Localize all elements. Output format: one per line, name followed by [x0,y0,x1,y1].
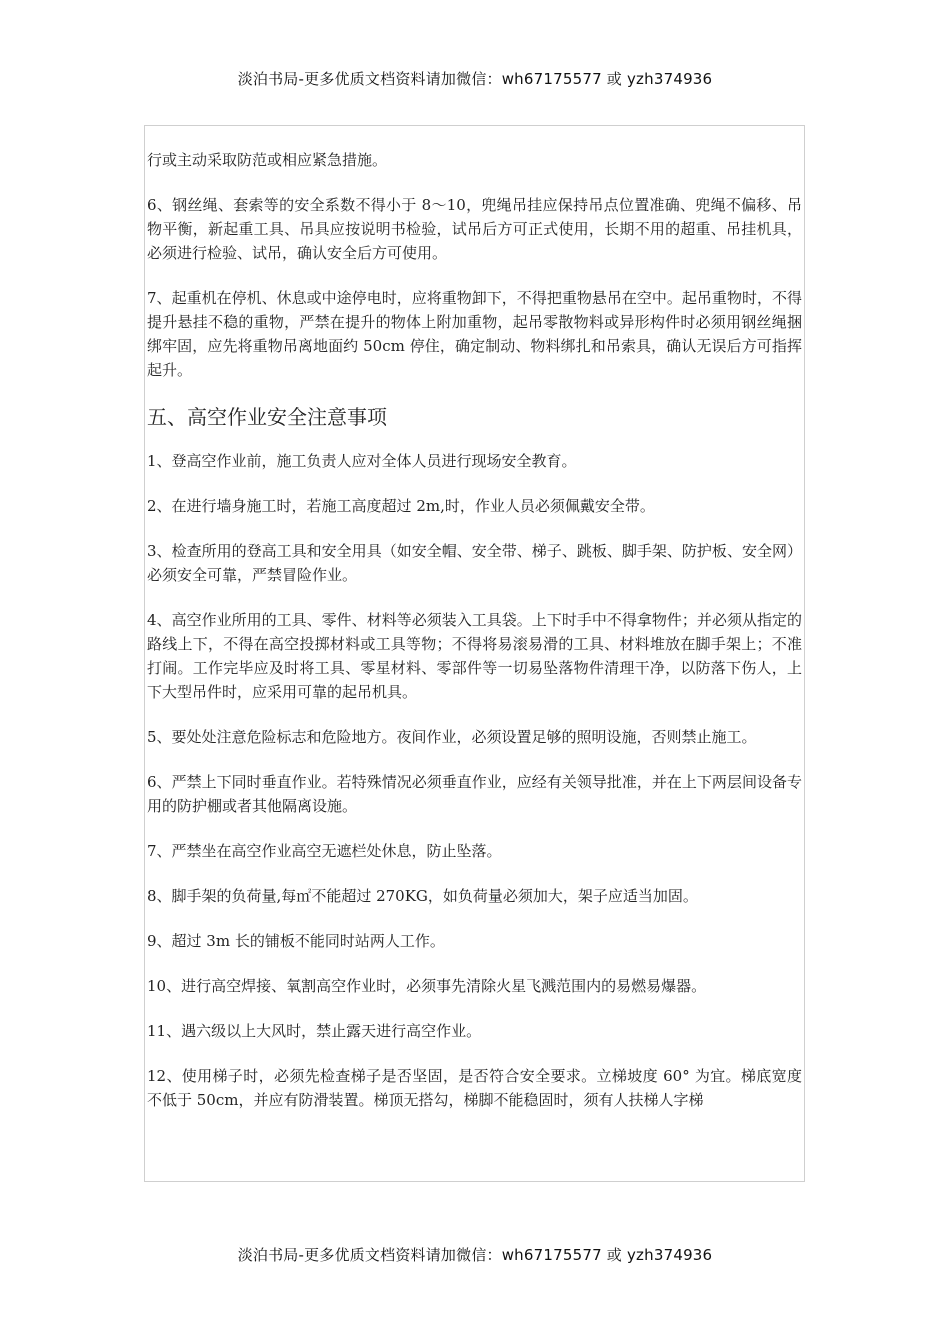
paragraph-item-5: 5、要处处注意危险标志和危险地方。夜间作业，必须设置足够的照明设施，否则禁止施工。 [147,728,757,746]
paragraph-continuation: 行或主动采取防范或相应紧急措施。 [147,151,388,169]
page-footer: 淡泊书局-更多优质文档资料请加微信：wh67175577 或 yzh374936 [237,1246,713,1264]
paragraph-item-11: 11、遇六级以上大风时，禁止露天进行高空作业。 [147,1022,482,1040]
paragraph-item-12: 12、使用梯子时，必须先检查梯子是否坚固，是否符合安全要求。立梯坡度 60° 为宜。梯底宽度不低于 50cm，并应有防滑装置。梯顶无搭勾，梯脚不能稳固时，须有人扶梯人字梯 [147,1067,802,1109]
paragraph-item-2: 2、在进行墙身施工时，若施工高度超过 2m,时，作业人员必须佩戴安全带。 [147,497,655,515]
paragraph-item-6: 6、严禁上下同时垂直作业。若特殊情况必须垂直作业，应经有关领导批准，并在上下两层间设备专用的防护棚或者其他隔离设施。 [147,773,802,815]
document-content-box [144,125,805,1182]
paragraph-item-4: 4、高空作业所用的工具、零件、材料等必须装入工具袋。上下时手中不得拿物件；并必须从指定的路线上下，不得在高空投掷材料或工具等物；不得将易滚易滑的工具、材料堆放在脚手架上；不准打闹。工作完毕应及时将工具、零星材料、零部件等一切易坠落物件清理干净，以防落下伤人，上下大型吊件时，应采用可靠的起吊机具。 [147,611,802,701]
page-header: 淡泊书局-更多优质文档资料请加微信：wh67175577 或 yzh374936 [237,70,713,88]
paragraph-item-8: 8、脚手架的负荷量,每㎡不能超过 270KG，如负荷量必须加大，架子应适当加固。 [147,887,698,905]
paragraph-rule-6-wire-rope: 6、钢丝绳、套索等的安全系数不得小于 8～10，兜绳吊挂应保持吊点位置准确、兜绳不偏移、吊物平衡，新起重工具、吊具应按说明书检验，试吊后方可正式使用，长期不用的超重、吊挂机具，必须进行检验、试吊，确认安全后方可使用。 [147,196,802,262]
paragraph-item-3: 3、检查所用的登高工具和安全用具（如安全帽、安全带、梯子、跳板、脚手架、防护板、安全网）必须安全可靠，严禁冒险作业。 [147,542,802,584]
section-heading: 五、高空作业安全注意事项 [147,405,387,429]
paragraph-rule-7-crane-stop: 7、起重机在停机、休息或中途停电时，应将重物卸下，不得把重物悬吊在空中。起吊重物时，不得提升悬挂不稳的重物，严禁在提升的物体上附加重物，起吊零散物料或异形构件时必须用钢丝绳捆绑牢固，应先将重物吊离地面约 50cm 停住，确定制动、物料绑扎和吊索具，确认无误后方可指挥起升。 [147,289,802,379]
paragraph-item-7: 7、严禁坐在高空作业高空无遮栏处休息，防止坠落。 [147,842,502,860]
document-body [145,126,804,1112]
paragraph-item-1: 1、登高空作业前，施工负责人应对全体人员进行现场安全教育。 [147,452,577,470]
paragraph-item-10: 10、进行高空焊接、氧割高空作业时，必须事先清除火星飞溅范围内的易燃易爆器。 [147,977,707,995]
paragraph-item-9: 9、超过 3m 长的铺板不能同时站两人工作。 [147,932,445,950]
